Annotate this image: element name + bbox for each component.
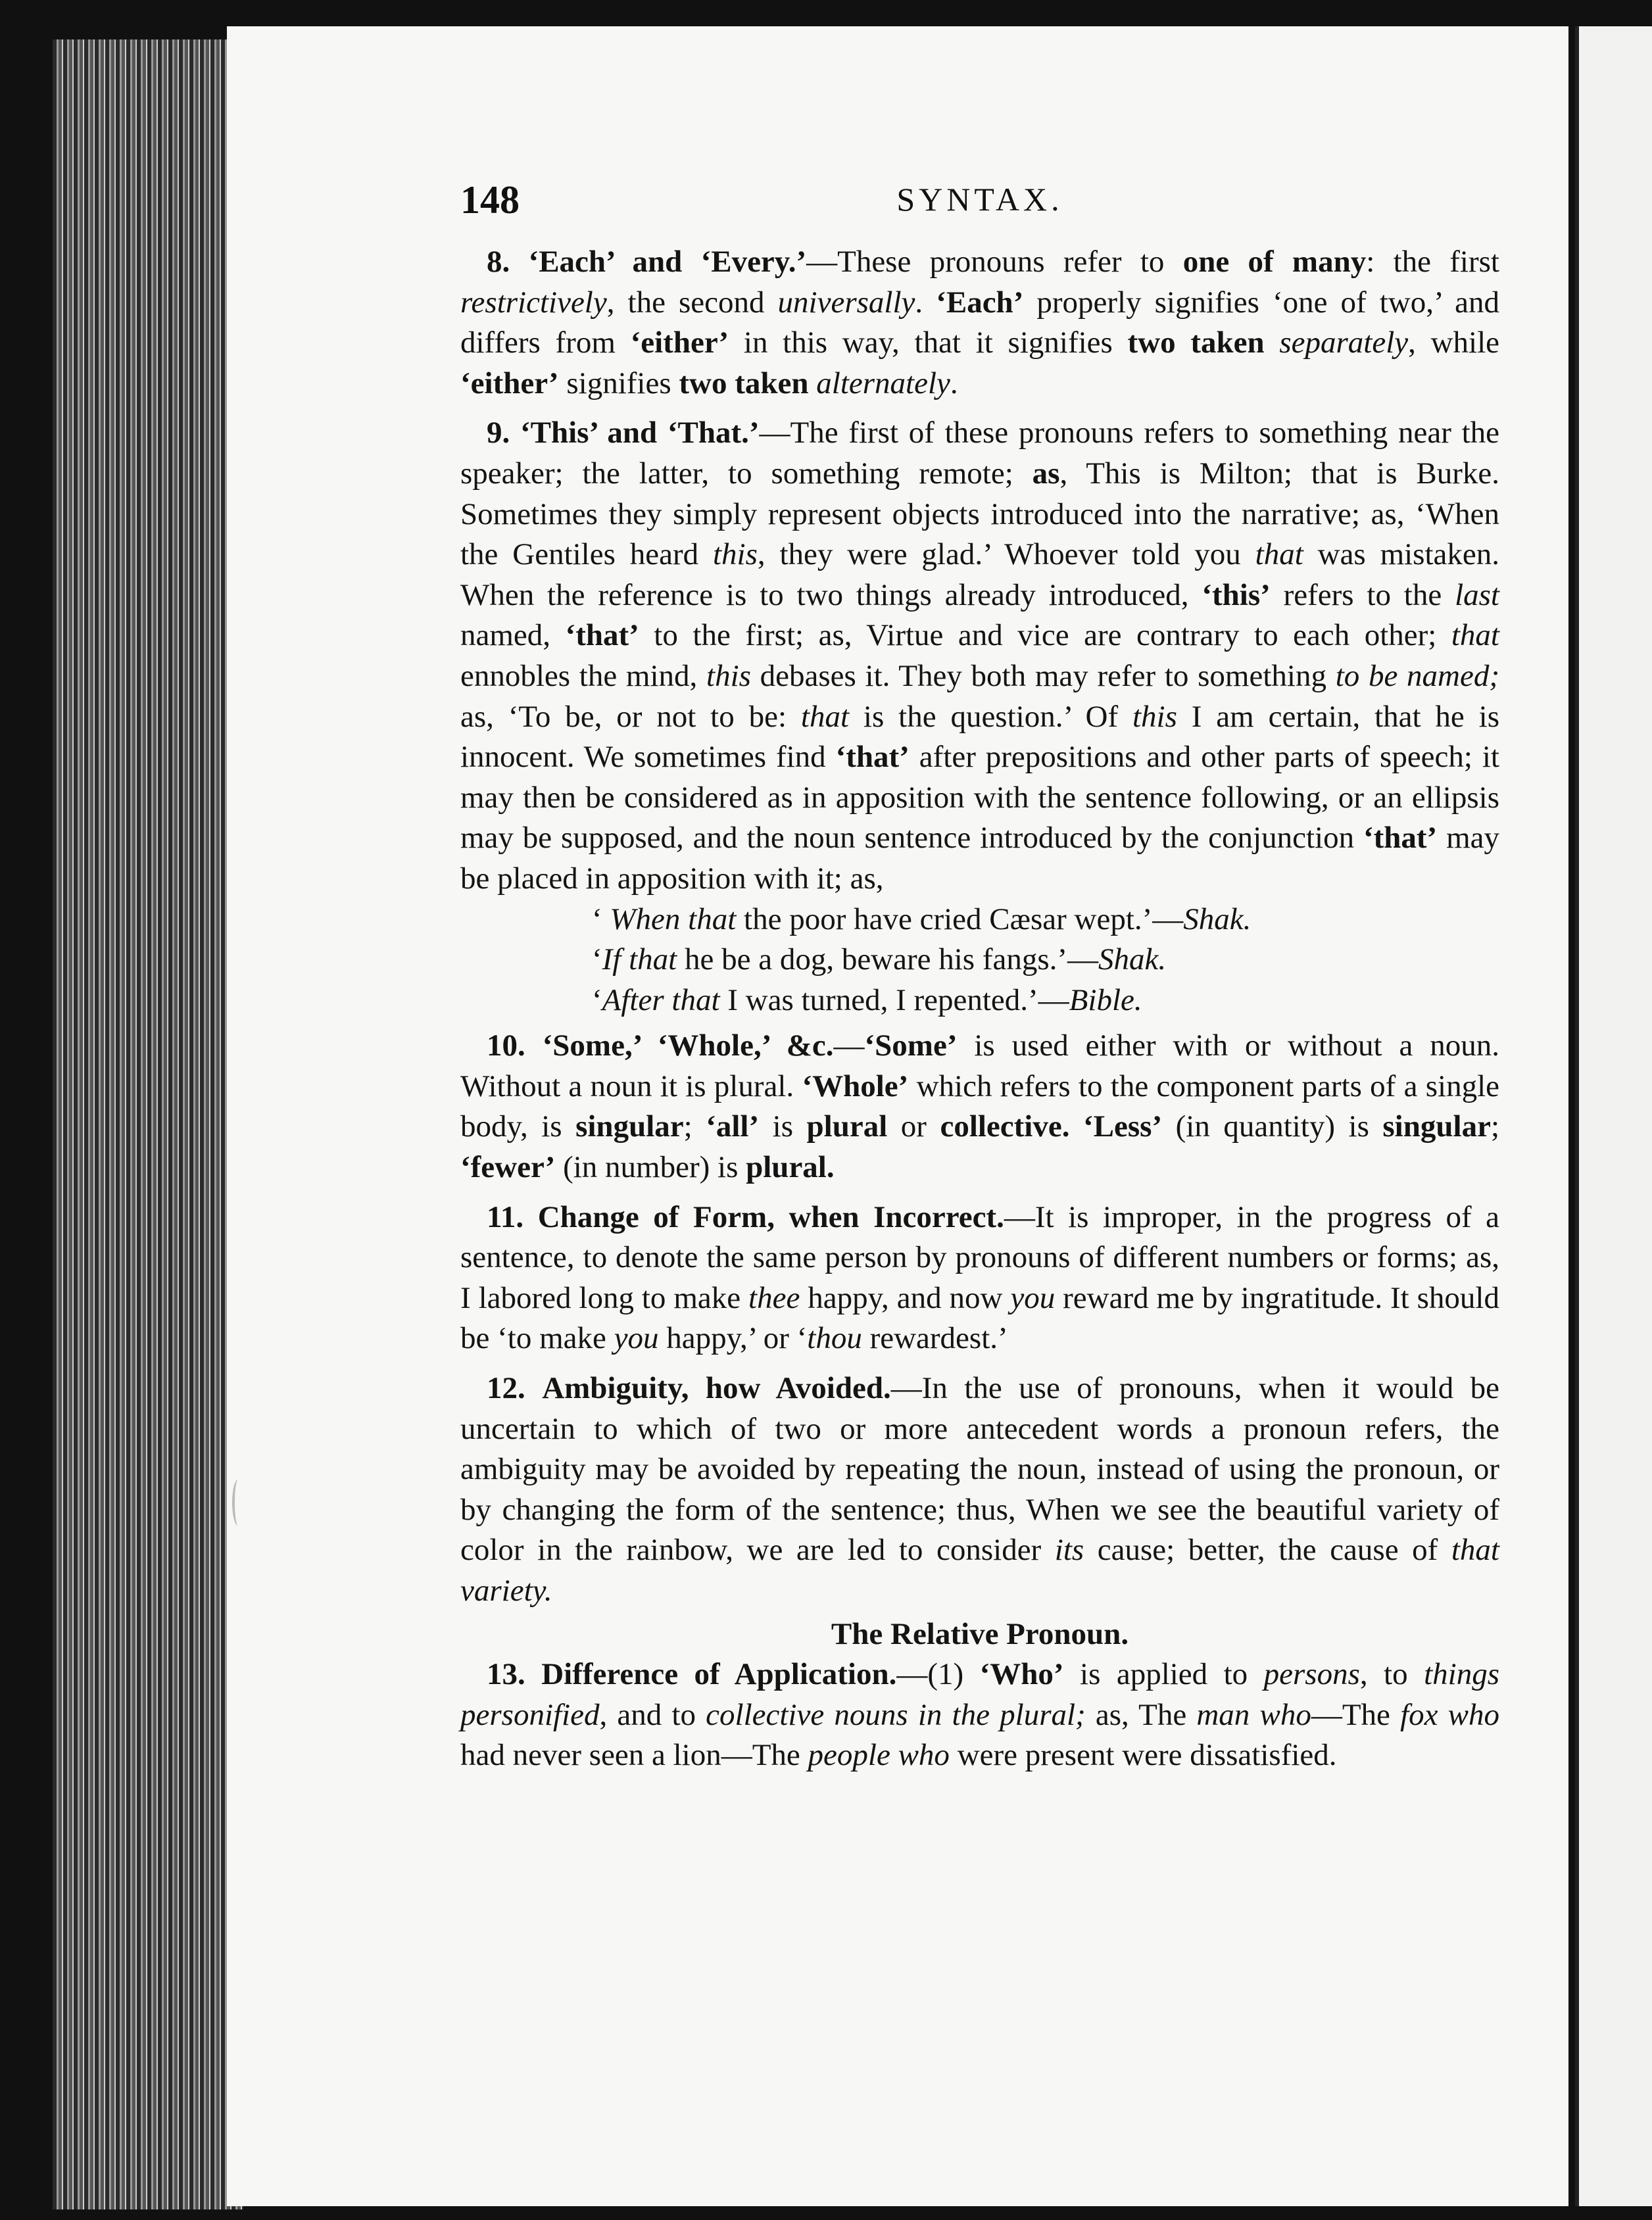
text: is [759, 1109, 807, 1144]
text: , This is Milton; that is Burke. Sometimes they simply represent objects introduced into the narrative; as, ‘When the Gentiles heard [460, 456, 1499, 572]
text: (in quantity) is [1162, 1109, 1383, 1144]
text: — [833, 1028, 865, 1063]
italic-text: If that [602, 942, 677, 977]
text: signifies [558, 366, 679, 400]
quote-line [592, 980, 1499, 1021]
italic-text: man who [1196, 1697, 1311, 1732]
text: to the first; as, Virtue and vice are contrary to each other; [639, 618, 1451, 653]
bold-text: one of many [1182, 245, 1367, 279]
page-body [460, 242, 1499, 1785]
text: —The [1311, 1697, 1401, 1732]
text: : the first [1366, 245, 1499, 279]
italic-text: things personified [460, 1657, 1499, 1732]
text [809, 366, 817, 400]
section-11 [460, 1197, 1499, 1359]
text: cause; better, the cause of [1084, 1533, 1451, 1568]
text: were present were dissatisfied. [949, 1738, 1337, 1773]
bold-text: singular [575, 1109, 684, 1144]
italic-text: this [1132, 699, 1177, 734]
text: properly signifies ‘one of two,’ and differs from [460, 285, 1500, 360]
bold-text: singular [1382, 1109, 1491, 1144]
section-heading: ‘Some,’ ‘Whole,’ &c. [542, 1028, 834, 1063]
section-number: 13. [487, 1657, 525, 1692]
text: or [887, 1109, 940, 1144]
italic-text: you [614, 1321, 659, 1356]
italic-text: its [1054, 1533, 1084, 1568]
italic-text: collective nouns in the plural; [706, 1697, 1086, 1732]
bold-text: ‘Each’ [936, 285, 1024, 320]
italic-text: to be named; [1335, 658, 1499, 693]
bold-text: ‘that’ [565, 618, 639, 653]
quotation-block [460, 900, 1499, 1021]
bold-text: as [1032, 456, 1060, 491]
quote-source: Shak. [1183, 902, 1251, 936]
text: , to [1359, 1657, 1424, 1692]
text: reward me by ingratitude. It should be ‘to make [460, 1280, 1499, 1356]
text: ; [1490, 1109, 1499, 1144]
bold-text: ‘all’ [706, 1109, 760, 1144]
text: I was turned, I repented.’— [719, 982, 1069, 1017]
text: ‘ [592, 982, 602, 1017]
text: , they were glad.’ Whoever told you [757, 537, 1255, 572]
facing-page-edge [1575, 26, 1652, 2206]
section-number: 9. [487, 416, 510, 450]
section-heading: Change of Form, when Incorrect. [537, 1199, 1004, 1234]
section-heading: ‘Each’ and ‘Every.’ [528, 245, 807, 279]
bold-text: two taken [1127, 326, 1265, 360]
text: ‘ [592, 902, 610, 936]
text: . [915, 285, 936, 320]
bold-text: ‘Less’ [1083, 1109, 1163, 1144]
text: ‘ [592, 942, 602, 977]
text [1265, 326, 1280, 360]
quote-line [592, 940, 1499, 980]
text: ennobles the mind, [460, 658, 707, 693]
text: —(1) [896, 1657, 980, 1692]
italic-text: thou [807, 1321, 862, 1356]
italic-text: this [712, 537, 758, 572]
page-blemish [232, 1480, 244, 1526]
quote-source: Shak. [1098, 942, 1167, 977]
bold-text: ‘that’ [835, 740, 910, 775]
text: , while [1408, 326, 1500, 360]
section-heading: ‘This’ and ‘That.’ [520, 416, 760, 450]
text: —In the use of pronouns, when it would be uncertain to which of two or more antecedent words a pronoun refers, the ambiguity may be avoided by repeating the noun, instead of using the pronoun, or by changing the form of the sentence; thus, When we see the beautiful variety of color in the rainbow, we are led to consider [460, 1371, 1499, 1568]
bold-text: plural [806, 1109, 888, 1144]
section-heading: Ambiguity, how Avoided. [542, 1371, 891, 1406]
text [1069, 1109, 1083, 1144]
italic-text: When that [610, 902, 737, 936]
text: is used either with or without a noun. Without a noun it is plural. [460, 1028, 1499, 1103]
text: —These pronouns refer to [806, 245, 1183, 279]
bold-text: two taken [679, 366, 809, 400]
text: , and to [599, 1697, 706, 1732]
text: rewardest.’ [862, 1321, 1008, 1356]
text: in this way, that it signifies [729, 326, 1128, 360]
italic-text: persons [1263, 1657, 1360, 1692]
text: debases it. They both may refer to something [750, 658, 1336, 693]
bold-text: ‘Whole’ [802, 1069, 909, 1103]
italic-text: restrictively [460, 285, 607, 320]
italic-text: separately [1279, 326, 1409, 360]
text: had never seen a lion—The [460, 1738, 808, 1773]
bold-text: ‘either’ [460, 366, 559, 400]
subheading: The Relative Pronoun. [831, 1616, 1129, 1651]
bold-text: ‘either’ [630, 326, 729, 360]
text: after prepositions and other parts of speech; it may then be considered as in apposition with the sentence following, or an ellipsis may be supposed, and the noun sentence introduced by the conjunction [460, 740, 1499, 856]
text: which refers to the component parts of a single body, is [460, 1069, 1499, 1144]
text: he be a dog, beware his fangs.’— [677, 942, 1099, 977]
section-number: 10. [487, 1028, 525, 1063]
text: —The first of these pronouns refers to something near the speaker; the latter, to something remote; [460, 416, 1499, 491]
bold-text: ‘fewer’ [460, 1150, 556, 1185]
italic-text: universally [777, 285, 915, 320]
italic-text: that variety. [460, 1533, 1499, 1608]
section-number: 12. [487, 1371, 525, 1406]
text: as, ‘To be, or not to be: [460, 699, 801, 734]
text: happy, and now [800, 1280, 1011, 1315]
text: . [950, 366, 958, 400]
bold-text: ‘that’ [1363, 821, 1438, 856]
quote-line [592, 900, 1499, 940]
text: is the question.’ Of [849, 699, 1132, 734]
section-10 [460, 1026, 1499, 1188]
section-number: 11. [487, 1199, 524, 1234]
page-header [460, 178, 1499, 224]
text: is applied to [1063, 1657, 1264, 1692]
italic-text: that [1451, 618, 1499, 653]
section-heading: Difference of Application. [541, 1657, 897, 1692]
text: (in number) is [555, 1150, 746, 1185]
text: ; [683, 1109, 706, 1144]
text: as, The [1085, 1697, 1197, 1732]
text: I am certain, that he is innocent. We sometimes find [460, 699, 1500, 775]
text: the poor have cried Cæsar wept.’— [736, 902, 1184, 936]
text: —It is improper, in the progress of a sentence, to denote the same person by pronouns of different numbers or forms; as, I labored long to make [460, 1199, 1499, 1315]
text: refers to the [1270, 577, 1455, 612]
italic-text: that [800, 699, 850, 734]
text: , the second [606, 285, 778, 320]
bold-text: plural. [746, 1150, 835, 1185]
italic-text: you [1010, 1280, 1056, 1315]
bold-text: collective. [940, 1109, 1070, 1144]
bold-text: ‘this’ [1202, 577, 1271, 612]
italic-text: last [1455, 577, 1499, 612]
book-page-edges [53, 39, 243, 2209]
page-number: 148 [460, 178, 520, 222]
bold-text: ‘Who’ [979, 1657, 1064, 1692]
section-number: 8. [487, 245, 510, 279]
italic-text: fox who [1400, 1697, 1500, 1732]
section-13 [460, 1654, 1499, 1776]
section-8 [460, 242, 1499, 404]
italic-text: people who [808, 1738, 950, 1773]
text: was mistaken. When the reference is to two things already introduced, [460, 537, 1500, 612]
italic-text: thee [748, 1280, 800, 1315]
section-9 [460, 413, 1499, 899]
quote-source: Bible. [1069, 982, 1142, 1017]
italic-text: that [1255, 537, 1303, 572]
italic-text: alternately [816, 366, 950, 400]
bold-text: ‘Some’ [864, 1028, 958, 1063]
section-12 [460, 1368, 1499, 1612]
italic-text: After that [602, 982, 720, 1017]
running-title: SYNTAX. [896, 181, 1063, 218]
text: named, [460, 618, 566, 653]
text: happy,’ or ‘ [658, 1321, 808, 1356]
italic-text: this [706, 658, 751, 693]
text: may be placed in apposition with it; as, [460, 821, 1499, 896]
